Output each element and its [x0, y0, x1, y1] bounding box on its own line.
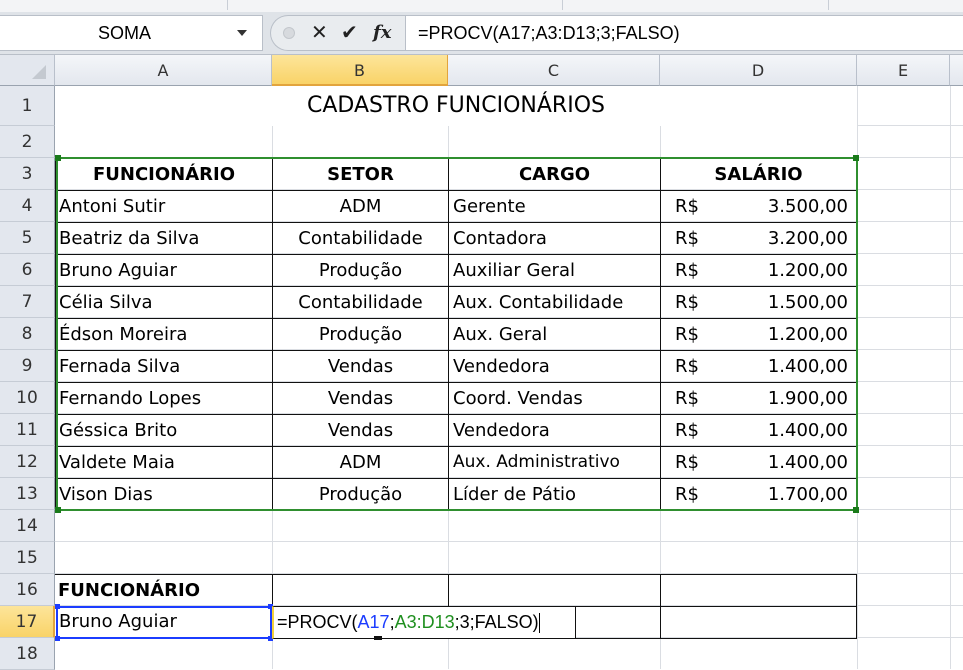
- salary-value: 3.200,00: [767, 228, 848, 249]
- cell-cargo[interactable]: Vendedora: [448, 414, 661, 447]
- salary-value: 1.700,00: [767, 484, 848, 505]
- currency-symbol: R$: [675, 452, 699, 473]
- row-header-8[interactable]: 8: [0, 318, 55, 350]
- chevron-down-icon[interactable]: [237, 30, 247, 36]
- row-header-1[interactable]: 1: [0, 86, 55, 126]
- currency-symbol: R$: [675, 420, 699, 441]
- cell-salario[interactable]: [660, 350, 857, 383]
- cell-cargo[interactable]: Contadora: [448, 222, 661, 255]
- insert-function-icon[interactable]: fx: [373, 22, 392, 43]
- lookup-label[interactable]: FUNCIONÁRIO: [55, 574, 273, 607]
- gridline: [55, 541, 963, 542]
- header-funcionario[interactable]: FUNCIONÁRIO: [55, 158, 273, 191]
- row-header-13[interactable]: 13: [0, 478, 55, 510]
- cell-cargo[interactable]: Coord. Vendas: [448, 382, 661, 415]
- row-header-16[interactable]: 16: [0, 574, 55, 606]
- cell-nome[interactable]: Fernada Silva: [55, 350, 273, 383]
- range-handle[interactable]: [853, 155, 859, 161]
- cell-setor[interactable]: Contabilidade: [272, 286, 449, 319]
- formula-ref-range: A3:D13: [394, 612, 455, 632]
- row-header-7[interactable]: 7: [0, 286, 55, 318]
- currency-symbol: R$: [675, 388, 699, 409]
- lookup-cell-d17[interactable]: [660, 606, 857, 639]
- select-all-triangle-icon: [32, 65, 46, 79]
- salary-value: 1.900,00: [767, 388, 848, 409]
- column-header-f[interactable]: [950, 55, 963, 86]
- row-header-15[interactable]: 15: [0, 542, 55, 574]
- header-cargo[interactable]: CARGO: [448, 158, 661, 191]
- salary-value: 1.200,00: [767, 260, 848, 281]
- row-header-11[interactable]: 11: [0, 414, 55, 446]
- cell-salario[interactable]: [660, 286, 857, 319]
- cell-salario[interactable]: [660, 318, 857, 351]
- cell-setor[interactable]: ADM: [272, 446, 449, 479]
- lookup-cell-d16[interactable]: [660, 574, 857, 607]
- row-header-17[interactable]: 17: [0, 606, 55, 638]
- row-header-14[interactable]: 14: [0, 510, 55, 542]
- header-setor[interactable]: SETOR: [272, 158, 449, 191]
- range-handle[interactable]: [55, 507, 61, 513]
- column-header-d[interactable]: D: [660, 55, 857, 86]
- cancel-icon[interactable]: ✕: [311, 20, 328, 44]
- cell-setor[interactable]: Produção: [272, 318, 449, 351]
- cell-salario[interactable]: [660, 446, 857, 479]
- lookup-cell-c16[interactable]: [448, 574, 661, 607]
- cell-nome[interactable]: Valdete Maia: [55, 446, 273, 479]
- cell-salario[interactable]: [660, 478, 857, 511]
- currency-symbol: R$: [675, 228, 699, 249]
- cell-salario[interactable]: [660, 382, 857, 415]
- range-handle[interactable]: [55, 604, 60, 609]
- cell-setor[interactable]: Vendas: [272, 414, 449, 447]
- cell-setor[interactable]: Vendas: [272, 350, 449, 383]
- lookup-value[interactable]: Bruno Aguiar: [59, 611, 177, 632]
- column-header-e[interactable]: E: [857, 55, 950, 86]
- cell-nome[interactable]: Célia Silva: [55, 286, 273, 319]
- formula-buttons: [270, 15, 405, 51]
- row-header-3[interactable]: 3: [0, 158, 55, 190]
- salary-value: 1.200,00: [767, 324, 848, 345]
- cell-cargo[interactable]: Aux. Contabilidade: [448, 286, 661, 319]
- cell-nome[interactable]: Géssica Brito: [55, 414, 273, 447]
- column-header-a[interactable]: A: [55, 55, 272, 86]
- enter-checkmark-icon[interactable]: ✔: [341, 20, 358, 44]
- cell-nome[interactable]: Fernando Lopes: [55, 382, 273, 415]
- cell-cargo[interactable]: Gerente: [448, 190, 661, 223]
- cell-salario[interactable]: [660, 222, 857, 255]
- currency-symbol: R$: [675, 292, 699, 313]
- lookup-cell-b16[interactable]: [272, 574, 449, 607]
- cell-cargo[interactable]: Vendedora: [448, 350, 661, 383]
- ribbon-separator: [562, 0, 563, 10]
- formula-input[interactable]: [405, 15, 963, 51]
- cell-nome[interactable]: Bruno Aguiar: [55, 254, 273, 287]
- cell-setor[interactable]: Produção: [272, 254, 449, 287]
- range-handle[interactable]: [55, 155, 61, 161]
- select-all-button[interactable]: [0, 55, 55, 86]
- cell-cargo[interactable]: Aux. Administrativo: [448, 446, 661, 479]
- cell-nome[interactable]: Édson Moreira: [55, 318, 273, 351]
- column-header-b[interactable]: B: [272, 55, 448, 86]
- ribbon-separator: [828, 0, 829, 10]
- cell-setor[interactable]: Produção: [272, 478, 449, 511]
- range-handle[interactable]: [55, 636, 60, 641]
- row-header-10[interactable]: 10: [0, 382, 55, 414]
- sheet-title[interactable]: CADASTRO FUNCIONÁRIOS: [55, 86, 857, 126]
- currency-symbol: R$: [675, 484, 699, 505]
- cell-cargo[interactable]: Aux. Geral: [448, 318, 661, 351]
- currency-symbol: R$: [675, 196, 699, 217]
- gridline: [950, 86, 951, 669]
- gridline: [857, 86, 858, 669]
- salary-value: 1.400,00: [767, 356, 848, 377]
- cell-salario[interactable]: [660, 190, 857, 223]
- name-box-value: SOMA: [98, 23, 152, 43]
- currency-symbol: R$: [675, 356, 699, 377]
- salary-value: 1.500,00: [767, 292, 848, 313]
- row-header-9[interactable]: 9: [0, 350, 55, 382]
- formula-suffix: ;3;FALSO): [454, 612, 539, 632]
- row-header-5[interactable]: 5: [0, 222, 55, 254]
- row-header-6[interactable]: 6: [0, 254, 55, 286]
- cell-nome[interactable]: Vison Dias: [55, 478, 273, 511]
- formula-text: =PROCV(A17;A3:D13;3;FALSO): [418, 23, 680, 43]
- cell-cargo[interactable]: Líder de Pátio: [448, 478, 661, 511]
- cell-salario[interactable]: [660, 254, 857, 287]
- salary-value: 3.500,00: [767, 196, 848, 217]
- formula-ref-a17: A17: [357, 612, 390, 632]
- header-salario[interactable]: SALÁRIO: [660, 158, 857, 191]
- row-header-18[interactable]: 18: [0, 638, 55, 670]
- row-header-12[interactable]: 12: [0, 446, 55, 478]
- formula-separator: ;: [389, 612, 395, 632]
- formula-prefix: =PROCV(: [277, 612, 358, 632]
- row-header-4[interactable]: 4: [0, 190, 55, 222]
- name-box[interactable]: [0, 15, 263, 51]
- currency-symbol: R$: [675, 324, 699, 345]
- active-cell-editor[interactable]: [272, 606, 576, 639]
- cell-salario[interactable]: [660, 414, 857, 447]
- column-header-c[interactable]: C: [448, 55, 660, 86]
- grip-icon: [283, 27, 295, 39]
- text-caret: [539, 613, 540, 633]
- row-header-2[interactable]: 2: [0, 126, 55, 158]
- formula-bar: [0, 12, 963, 55]
- currency-symbol: R$: [675, 260, 699, 281]
- cell-setor[interactable]: ADM: [272, 190, 449, 223]
- editor-resize-handle[interactable]: [374, 636, 382, 640]
- range-handle[interactable]: [853, 507, 859, 513]
- cell-setor[interactable]: Vendas: [272, 382, 449, 415]
- ribbon-separator: [227, 0, 228, 10]
- salary-value: 1.400,00: [767, 452, 848, 473]
- salary-value: 1.400,00: [767, 420, 848, 441]
- cell-nome[interactable]: Beatriz da Silva: [55, 222, 273, 255]
- cell-nome[interactable]: Antoni Sutir: [55, 190, 273, 223]
- cell-cargo[interactable]: Auxiliar Geral: [448, 254, 661, 287]
- cell-setor[interactable]: Contabilidade: [272, 222, 449, 255]
